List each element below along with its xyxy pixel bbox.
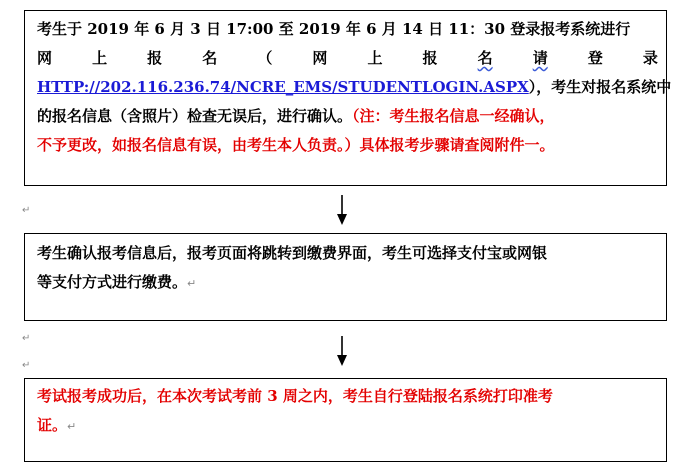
step-2-line-2 bbox=[37, 268, 658, 298]
step-2-line-1-text: 考生确认报考信息后，报考页面将跳转到缴费界面，考生可选择支付宝或网银 bbox=[37, 244, 548, 262]
step-1-line-3-text: ），考生对报名系统中 bbox=[528, 78, 672, 96]
step-1-line-1: 考生于 2019 年 6 月 3 日 17:00 至 2019 年 6 月 14 日 11：30 登录报考系统进行 bbox=[37, 20, 631, 38]
char: 网 bbox=[37, 49, 53, 67]
step-1-box bbox=[24, 10, 672, 186]
char: 报 bbox=[422, 49, 438, 67]
char: 请 bbox=[532, 49, 548, 67]
char: 登 bbox=[587, 49, 603, 67]
paragraph-mark: ↵ bbox=[22, 360, 31, 371]
char: 名 bbox=[477, 49, 493, 67]
char: 上 bbox=[367, 49, 383, 67]
char: 录 bbox=[642, 49, 658, 67]
step-1-line-4 bbox=[37, 102, 658, 131]
paragraph-mark: ↵ bbox=[67, 420, 77, 433]
char: 名 bbox=[202, 49, 218, 67]
registration-link[interactable]: HTTP://202.116.236.74/NCRE_EMS/STUDENTLOGIN.ASPX bbox=[37, 78, 529, 96]
step-1-line-4-text: 的报名信息（含照片）检查无误后，进行确认。 bbox=[37, 107, 353, 125]
step-2-line-1 bbox=[37, 239, 658, 268]
down-arrow-icon bbox=[336, 336, 348, 366]
step-3-line-1: 考试报考成功后，在本次考试考前 3 周之内，考生自行登陆报名系统打印准考 bbox=[37, 387, 553, 405]
paragraph-mark: ↵ bbox=[187, 277, 197, 290]
step-3-line-2-text: 证。 bbox=[37, 416, 68, 434]
step-2-box bbox=[24, 233, 667, 321]
step-1-note-start: （注：考生报名信息一经确认， bbox=[352, 107, 555, 125]
step-2-line-2-text: 等支付方式进行缴费。 bbox=[37, 273, 188, 291]
step-1-line-3 bbox=[37, 73, 672, 102]
step-1-line-2 bbox=[37, 44, 658, 73]
step-3-box bbox=[24, 378, 667, 462]
char: 报 bbox=[147, 49, 163, 67]
down-arrow-icon bbox=[336, 195, 348, 225]
char: 上 bbox=[92, 49, 108, 67]
char: （ bbox=[257, 49, 273, 67]
paragraph-mark: ↵ bbox=[22, 333, 31, 344]
step-3-line-2 bbox=[37, 411, 658, 441]
char: 网 bbox=[312, 49, 328, 67]
paragraph-mark: ↵ bbox=[22, 205, 31, 216]
step-1-line-5: 不予更改，如报名信息有误，由考生本人负责。）具体报考步骤请查阅附件一。 bbox=[37, 136, 555, 154]
